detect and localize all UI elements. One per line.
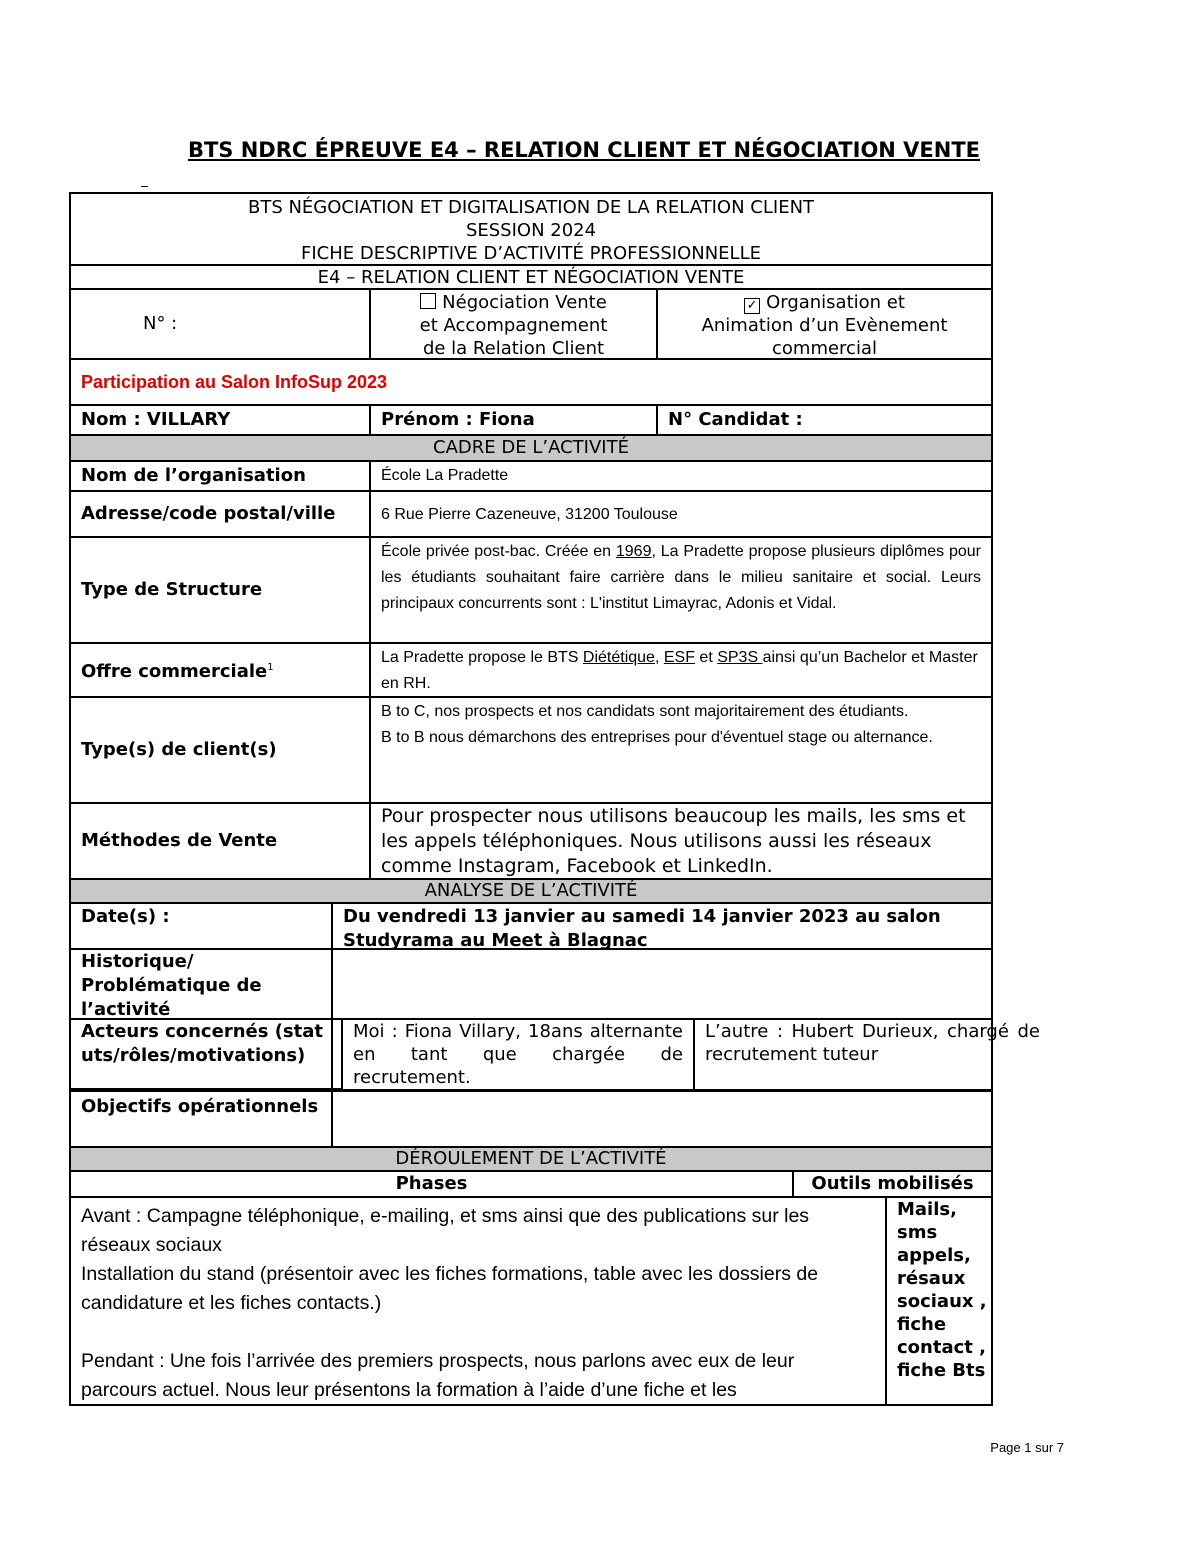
client-value-cell [369, 696, 993, 804]
type-label-cell [69, 536, 371, 644]
type-value-a: École privée post-bac. Créée en [381, 543, 616, 560]
section-analyse [69, 878, 993, 904]
divider [141, 186, 148, 187]
nom: Nom : VILLARY [81, 409, 231, 430]
offre-sp3s: SP3S [717, 649, 763, 666]
phases-body-cell [69, 1196, 887, 1406]
acteur2-cell [693, 1018, 1040, 1090]
outils-body-cell [885, 1196, 993, 1406]
objectifs-label: Objectifs opérationnels [81, 1096, 319, 1117]
candidat-cell [656, 404, 993, 436]
option2-line2: Animation d’un Evènement [701, 315, 948, 336]
header-line1: BTS NÉGOCIATION ET DIGITALISATION DE LA RELATION CLIENT [247, 197, 815, 218]
phase-avant: Avant : Campagne téléphonique, e-mailing, et sms ainsi que des publications sur les réseaux sociaux [81, 1205, 810, 1256]
offre-dietetique: Diététique [582, 649, 655, 666]
type-value-cell [369, 536, 993, 644]
objectifs-value-cell [331, 1090, 993, 1148]
offre-b: ainsi qu’un Bachelor et Master en RH. [381, 649, 978, 692]
offre-sep2: et [694, 649, 718, 666]
phase-pendant: Pendant : Une fois l’arrivée des premiers prospects, nous parlons avec eux de leur parcours actuel. Nous leur présentons la formation à l’aide d’une fiche et les [81, 1350, 795, 1401]
addr-value: 6 Rue Pierre Cazeneuve, 31200 Toulouse [381, 506, 678, 523]
addr-label-cell [69, 490, 371, 538]
outils-value: Mails, sms appels, résaux sociaux , fiche contact , fiche Bts [897, 1199, 987, 1381]
histo-label: Historique/ Problématique de l’activité [81, 951, 262, 1020]
dates-value-cell [331, 902, 993, 950]
prenom-cell [369, 404, 658, 436]
phase-spacer [81, 1318, 875, 1347]
acteurs-label-cell [69, 1018, 333, 1090]
client-b2b: B to B nous démarchons des entreprises pour d'éventuel stage ou alternance. [381, 729, 933, 746]
subtitle-text: E4 – RELATION CLIENT ET NÉGOCIATION VENTE [317, 267, 745, 288]
numero-label: N° : [143, 313, 178, 334]
prenom: Prénom : Fiona [381, 409, 535, 430]
type-value-year: 1969 [615, 543, 652, 560]
outils-header-cell [792, 1170, 993, 1198]
option2-line3: commercial [772, 338, 877, 359]
client-label-cell [69, 696, 371, 804]
methodes-value: Pour prospecter nous utilisons beaucoup les mails, les sms et les appels téléphoniques. Nous utilisons aussi les réseaux comme Instagram, Facebook et LinkedIn. [381, 805, 966, 877]
offre-label: Offre commerciale [81, 661, 268, 682]
dates-label-cell [69, 902, 333, 950]
org-label: Nom de l’organisation [81, 465, 306, 486]
histo-label-cell [69, 948, 333, 1020]
offre-value-cell [369, 642, 993, 698]
org-label-cell [69, 460, 371, 492]
footnote-ref: 1 [267, 662, 274, 673]
section-cadre [69, 434, 993, 462]
activity-title: Participation au Salon InfoSup 2023 [81, 371, 388, 392]
numero-cell [69, 288, 371, 360]
methodes-label: Méthodes de Vente [81, 830, 278, 851]
outils-header: Outils mobilisés [811, 1173, 974, 1194]
client-b2c: B to C, nos prospects et nos candidats sont majoritairement des étudiants. [381, 703, 909, 720]
acteur1: Moi : Fiona Villary, 18ans alternante en tant que chargée de recrutement. [353, 1021, 683, 1088]
acteur1-cell [342, 1018, 694, 1090]
offre-label-cell [69, 642, 371, 698]
phases-header: Phases [395, 1173, 468, 1194]
option1-line3: de la Relation Client [422, 338, 605, 359]
option-organisation[interactable] [656, 288, 993, 360]
option1-line1: Négociation Vente [442, 292, 607, 313]
org-value-cell [369, 460, 993, 492]
phases-header-cell [69, 1170, 794, 1198]
section-deroulement-title: DÉROULEMENT DE L’ACTIVITÉ [395, 1148, 667, 1169]
form-header [69, 192, 993, 266]
phase-installation: Installation du stand (présentoir avec les fiches formations, table avec les dossiers de candidature et les fiches contacts.) [81, 1263, 819, 1314]
type-label: Type de Structure [81, 579, 263, 600]
offre-a: La Pradette propose le BTS [381, 649, 583, 666]
methodes-label-cell [69, 802, 371, 880]
type-value-b: , La Pradette propose plusieurs diplômes pour les étudiants souhaitant faire carrière dans le milieu sanitaire et social. Leurs principaux concurrents sont : L'institut Limayrac, Adonis et Vidal. [381, 543, 981, 612]
dates-value: Du vendredi 13 janvier au samedi 14 janvier 2023 au salon Studyrama au Meet à Blagnac [343, 906, 941, 951]
section-analyse-title: ANALYSE DE L’ACTIVITÉ [424, 880, 638, 901]
dates-label: Date(s) : [81, 906, 170, 927]
form-subtitle [69, 264, 993, 290]
org-value: École La Pradette [381, 467, 509, 484]
option2-line1: Organisation et [766, 292, 905, 313]
option1-line2: et Accompagnement [419, 315, 608, 336]
candidat: N° Candidat : [668, 409, 803, 430]
addr-value-cell [369, 490, 993, 538]
histo-value-cell [331, 948, 993, 1020]
organisation-checkbox[interactable]: ✓ [744, 298, 760, 314]
acteurs-label: Acteurs concernés (statuts/rôles/motivations) [81, 1021, 323, 1066]
offre-sep1: , [654, 649, 664, 666]
nom-cell [69, 404, 371, 436]
section-deroulement [69, 1146, 993, 1172]
page-number: Page 1 sur 7 [990, 1440, 1064, 1455]
addr-label: Adresse/code postal/ville [81, 503, 336, 524]
client-label: Type(s) de client(s) [81, 739, 277, 760]
page-title: BTS NDRC ÉPREUVE E4 – RELATION CLIENT ET NÉGOCIATION VENTE [187, 138, 981, 162]
objectifs-label-cell [69, 1090, 333, 1148]
header-line2: SESSION 2024 [465, 220, 597, 241]
section-cadre-title: CADRE DE L’ACTIVITÉ [433, 437, 629, 458]
negociation-checkbox[interactable] [420, 293, 436, 309]
option-negociation[interactable] [369, 288, 658, 360]
offre-esf: ESF [663, 649, 695, 666]
methodes-value-cell [369, 802, 993, 880]
header-line3: FICHE DESCRIPTIVE D’ACTIVITÉ PROFESSIONNELLE [301, 243, 761, 264]
activity-title-cell [69, 358, 993, 406]
acteur2: L’autre : Hubert Durieux, chargé de recrutement tuteur [705, 1021, 1040, 1065]
